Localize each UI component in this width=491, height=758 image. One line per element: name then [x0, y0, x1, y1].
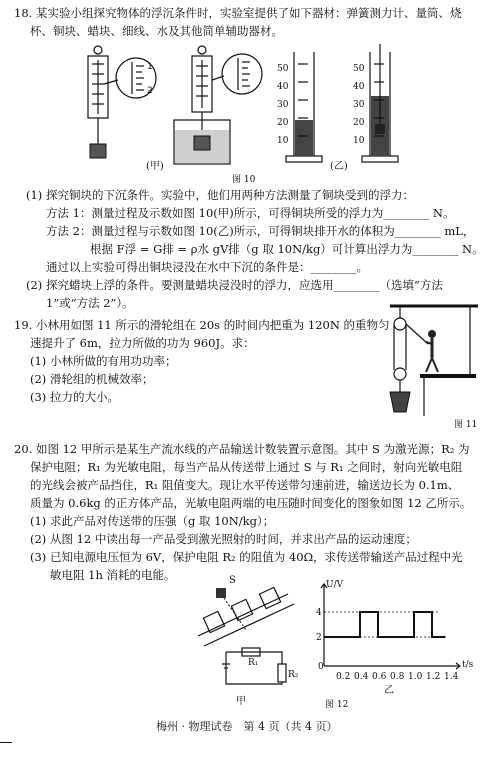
graph-x-tick: 1.2	[426, 672, 441, 682]
fig10-label-jia: (甲)	[146, 161, 164, 172]
q19-item1: (1) 小林所做的有用功功率；	[30, 354, 177, 368]
cyl1-tick-40: 40	[277, 82, 289, 92]
graph-origin: 0	[318, 662, 324, 672]
graduated-cylinder-1	[286, 52, 322, 162]
cyl2-tick-10: 10	[353, 136, 365, 146]
graduated-cylinder-2	[362, 44, 398, 162]
q20-line2: 保护电阻；R₁ 为光敏电阻，每当产品从传送带上通过 S 与 R₁ 之间时，射向光敏电阻	[30, 460, 463, 474]
q18-method1: 方法 1：测量过程及示数如图 10(甲)所示，可得铜块所受的浮力为________ N。	[46, 206, 455, 220]
figure-12-yi-graph	[310, 580, 470, 680]
figure-11	[380, 300, 480, 430]
q20-line1: 20. 如图 12 甲所示是某生产流水线的产品输送计数装置示意图。其中 S 为激光源；R₂ 为	[14, 442, 470, 456]
fig12-caption: 图 12	[325, 700, 349, 710]
graph-x-tick: 0.8	[390, 672, 405, 682]
figure-10	[70, 44, 450, 186]
q19-item3: (3) 拉力的大小。	[30, 390, 119, 404]
q18-part1-title: (1) 探究铜块的下沉条件。实验中，他们用两种方法测量了铜块受到的浮力：	[26, 188, 414, 202]
cyl1-tick-20: 20	[277, 118, 289, 128]
graph-x-tick: 0.2	[336, 672, 351, 682]
cyl1-tick-30: 30	[277, 100, 289, 110]
fig12-label-yi: 乙	[384, 685, 394, 696]
q18-conclusion: 通过以上实验可得出铜块浸没在水中下沉的条件是：________。	[46, 260, 368, 274]
q20-item3b: 敏电阻 1h 消耗的电能。	[50, 568, 176, 582]
svg-text:1: 1	[147, 62, 153, 72]
spring-scale-water	[174, 46, 230, 164]
q19-item2: (2) 滑轮组的机械效率；	[30, 372, 154, 386]
q18-line1: 18. 某实验小组探究物体的浮沉条件时，实验室提供了如下器材：弹簧测力计、量筒、烧	[14, 6, 462, 20]
graph-x-tick: 0.6	[372, 672, 387, 682]
q20-line4: 质量为 0.6kg 的正方体产品，光敏电阻两端的电压随时间变化的图象如图 12 乙所示。	[30, 496, 472, 510]
fig12-label-s: S	[229, 575, 236, 586]
graph-x-label: t/s	[462, 660, 474, 670]
fig10-label-yi: (乙)	[330, 161, 348, 172]
spring-scale-air	[88, 46, 108, 158]
graph-x-tick: 0.4	[354, 672, 369, 682]
cyl2-tick-50: 50	[353, 64, 365, 74]
graph-y-tick-4: 4	[316, 608, 322, 618]
fig10-caption: 图 10	[232, 175, 256, 185]
graph-x-tick: 1.4	[444, 672, 459, 682]
scale-zoom-2	[212, 54, 262, 94]
q18-method2: 方法 2：测量过程与示数如图 10(乙)所示，可得铜块排开水的体积为________ mL，	[46, 224, 475, 238]
q18-part2-line1: (2) 探究蜡块上浮的条件。要测量蜡块浸没时的浮力，应选用________（选填“方法	[26, 278, 443, 292]
graph-x-tick: 1.0	[408, 672, 423, 682]
q18-part2-line2: 1”或“方法 2”）。	[46, 296, 134, 310]
q20-line3: 的光线会被产品挡住，R₁ 阻值变大。现让水平传送带匀速前进，输送边长为 0.1m、	[30, 478, 460, 492]
fig12-label-r2: R₂	[288, 670, 299, 680]
cyl1-tick-50: 50	[277, 64, 289, 74]
cyl2-tick-30: 30	[353, 100, 365, 110]
q20-item1: (1) 求此产品对传送带的压强（g 取 10N/kg）；	[30, 514, 275, 528]
graph-y-tick-2: 2	[316, 633, 322, 643]
page-edge-mark	[0, 742, 12, 743]
q20-item2: (2) 从图 12 中读出每一产品受到激光照射的时间，并求出产品的运动速度；	[30, 532, 417, 546]
fig12-label-r1: R₁	[248, 658, 259, 668]
cyl2-tick-40: 40	[353, 82, 365, 92]
cyl2-tick-20: 20	[353, 118, 365, 128]
page-footer: 梅州 · 物理试卷 第 4 页（共 4 页）	[156, 720, 338, 733]
q19-line1: 19. 小林用如图 11 所示的滑轮组在 20s 的时间内把重为 120N 的重物匀	[14, 318, 390, 332]
q20-item3a: (3) 已知电源电压恒为 6V，保护电阻 R₂ 的阻值为 40Ω，求传送带输送产品过程中光	[30, 550, 463, 564]
q19-line2: 速提升了 6m，拉力所做的功为 960J。求：	[30, 336, 255, 350]
graph-y-label: U/V	[326, 580, 344, 590]
scale-zoom-1	[104, 58, 156, 98]
cyl1-tick-10: 10	[277, 136, 289, 146]
q18-method2-cont: 根据 F浮 = G排 = ρ水 gV排（g 取 10N/kg）可计算出浮力为________ N。	[90, 242, 484, 256]
q18-line2: 杯、铜块、蜡块、细线、水及其他简单辅助器材。	[30, 24, 283, 38]
svg-text:2: 2	[147, 86, 153, 96]
fig11-caption: 图 11	[454, 420, 478, 430]
fig12-label-jia: 甲	[236, 696, 246, 707]
